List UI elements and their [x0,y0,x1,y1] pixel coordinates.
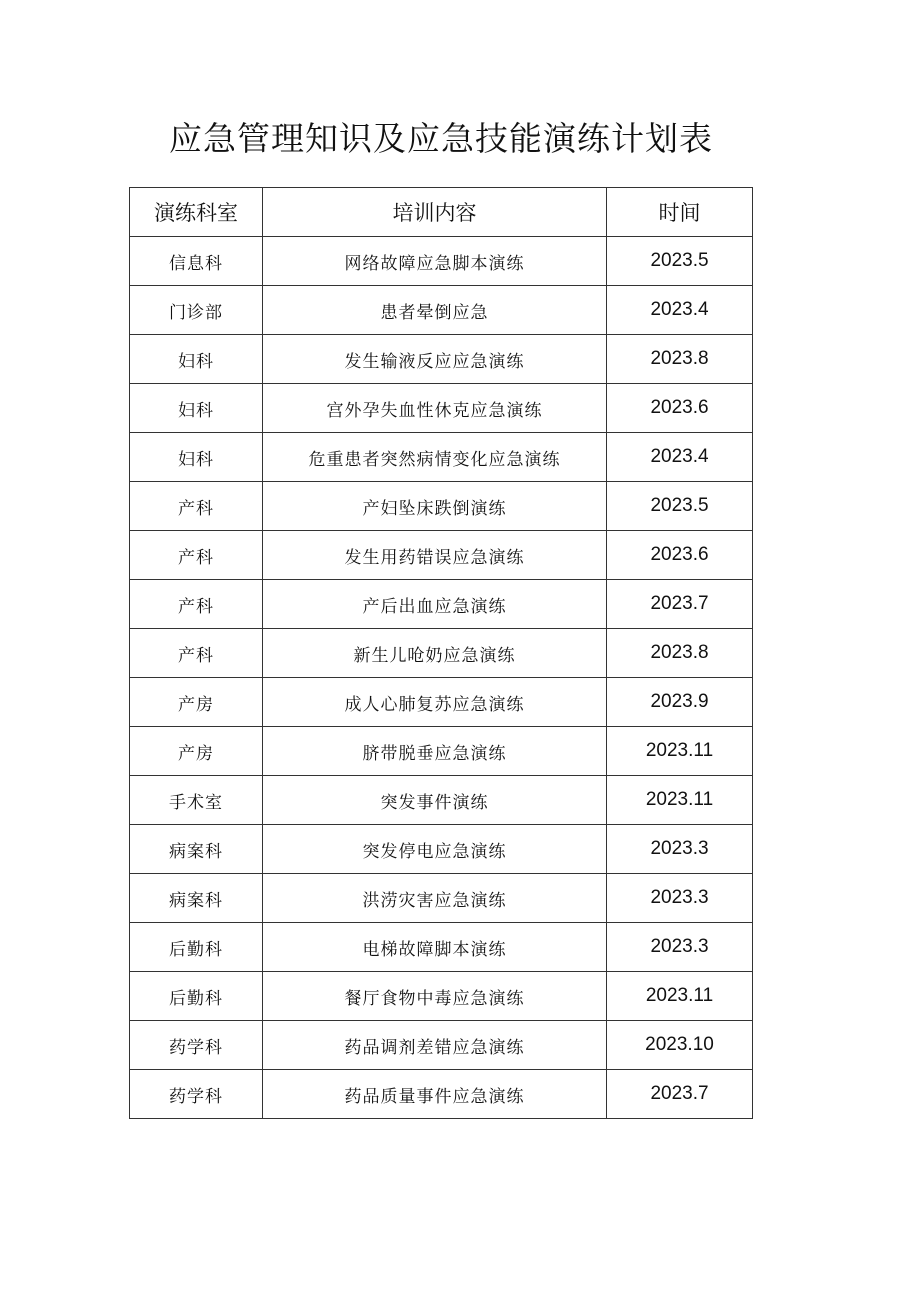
cell-department: 妇科 [130,335,263,384]
cell-content: 危重患者突然病情变化应急演练 [263,433,607,482]
cell-content: 患者晕倒应急 [263,286,607,335]
table-row [130,531,753,580]
cell-time: 2023.10 [607,1021,753,1070]
cell-content: 电梯故障脚本演练 [263,923,607,972]
cell-content: 产后出血应急演练 [263,580,607,629]
cell-content: 产妇坠床跌倒演练 [263,482,607,531]
cell-department: 门诊部 [130,286,263,335]
table-row [130,237,753,286]
cell-content: 宫外孕失血性休克应急演练 [263,384,607,433]
table-row [130,482,753,531]
header-department: 演练科室 [130,188,263,237]
cell-department: 产科 [130,531,263,580]
cell-time: 2023.7 [607,580,753,629]
cell-department: 病案科 [130,825,263,874]
document-title: 应急管理知识及应急技能演练计划表 [169,119,713,158]
table-row [130,727,753,776]
cell-time: 2023.11 [607,727,753,776]
cell-time: 2023.5 [607,237,753,286]
cell-department: 产房 [130,727,263,776]
table-row [130,1021,753,1070]
cell-department: 后勤科 [130,923,263,972]
table-row [130,629,753,678]
cell-content: 发生输液反应应急演练 [263,335,607,384]
table-row [130,580,753,629]
cell-department: 产科 [130,482,263,531]
cell-content: 成人心肺复苏应急演练 [263,678,607,727]
table-header-row [130,188,753,237]
table-row [130,776,753,825]
table-row [130,433,753,482]
cell-content: 餐厅食物中毒应急演练 [263,972,607,1021]
table-row [130,286,753,335]
cell-department: 妇科 [130,433,263,482]
table-row [130,678,753,727]
cell-department: 药学科 [130,1070,263,1119]
table-row [130,874,753,923]
cell-time: 2023.6 [607,384,753,433]
cell-time: 2023.5 [607,482,753,531]
table-row [130,384,753,433]
table-row [130,972,753,1021]
cell-content: 脐带脱垂应急演练 [263,727,607,776]
table-row [130,335,753,384]
header-time: 时间 [607,188,753,237]
cell-time: 2023.4 [607,433,753,482]
cell-department: 药学科 [130,1021,263,1070]
cell-content: 洪涝灾害应急演练 [263,874,607,923]
drill-plan-table [129,187,753,1119]
cell-time: 2023.3 [607,874,753,923]
cell-time: 2023.8 [607,335,753,384]
cell-content: 突发事件演练 [263,776,607,825]
cell-department: 妇科 [130,384,263,433]
table-row [130,1070,753,1119]
cell-department: 后勤科 [130,972,263,1021]
cell-department: 产科 [130,580,263,629]
cell-time: 2023.3 [607,825,753,874]
cell-content: 网络故障应急脚本演练 [263,237,607,286]
table-row [130,923,753,972]
header-content: 培训内容 [263,188,607,237]
cell-time: 2023.6 [607,531,753,580]
cell-content: 发生用药错误应急演练 [263,531,607,580]
cell-time: 2023.11 [607,972,753,1021]
cell-time: 2023.7 [607,1070,753,1119]
cell-content: 突发停电应急演练 [263,825,607,874]
cell-department: 病案科 [130,874,263,923]
cell-time: 2023.9 [607,678,753,727]
cell-time: 2023.8 [607,629,753,678]
cell-department: 产房 [130,678,263,727]
cell-department: 手术室 [130,776,263,825]
cell-time: 2023.11 [607,776,753,825]
cell-time: 2023.3 [607,923,753,972]
cell-content: 药品调剂差错应急演练 [263,1021,607,1070]
cell-content: 新生儿呛奶应急演练 [263,629,607,678]
cell-time: 2023.4 [607,286,753,335]
table-row [130,825,753,874]
cell-department: 信息科 [130,237,263,286]
cell-content: 药品质量事件应急演练 [263,1070,607,1119]
cell-department: 产科 [130,629,263,678]
